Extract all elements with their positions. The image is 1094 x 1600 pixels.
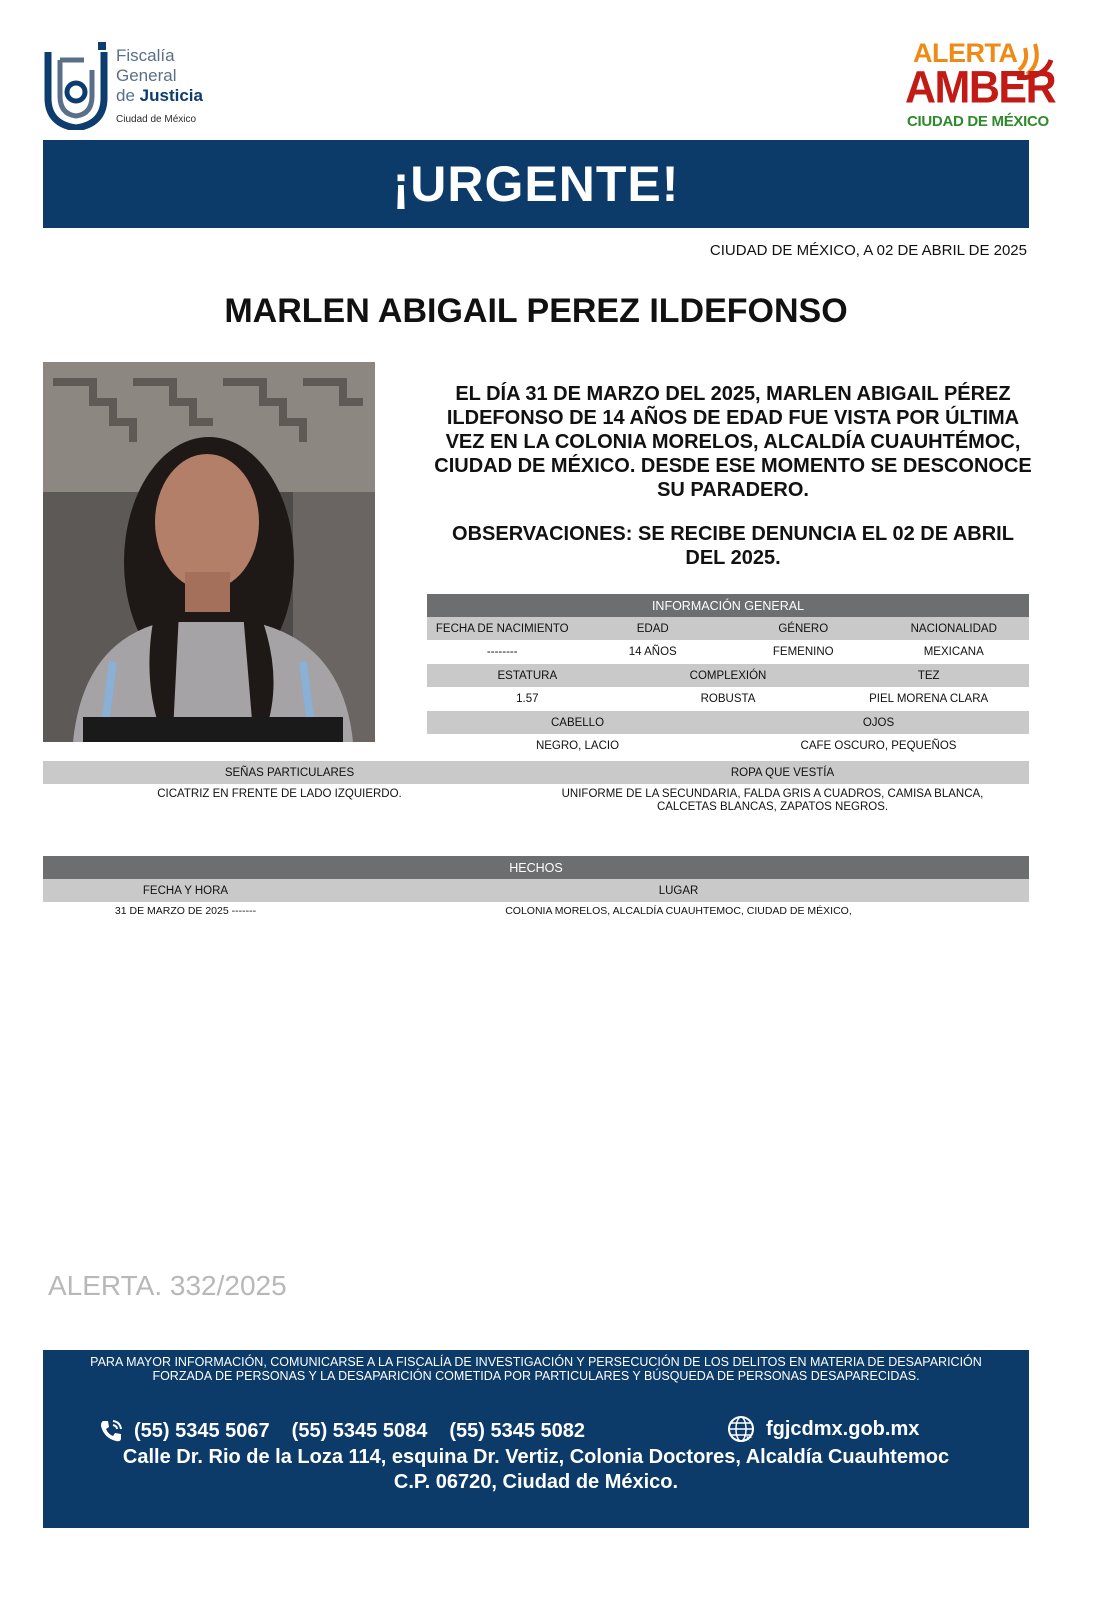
value-hair: NEGRO, LACIO <box>535 740 620 752</box>
person-name: MARLEN ABIGAIL PEREZ ILDEFONSO <box>224 292 848 330</box>
photo-illustration <box>43 362 375 742</box>
table-header-row <box>43 761 1029 784</box>
header-nationality: NACIONALIDAD <box>910 622 997 635</box>
phone-icon <box>98 1418 124 1444</box>
contact-footer <box>43 1350 1029 1528</box>
case-observations: OBSERVACIONES: SE RECIBE DENUNCIA EL 02 DE ABRIL DEL 2025. <box>452 523 1014 569</box>
table-header-row <box>427 617 1029 640</box>
header-complexion: TEZ <box>917 669 940 682</box>
amber-logo-amber: AMBER <box>905 62 1056 114</box>
value-clothing: UNIFORME DE LA SECUNDARIA, FALDA GRIS A CUADROS, CAMISA BLANCA, CALCETAS BLANCAS, ZAPATOS NEGROS. <box>561 788 984 813</box>
facts-title: HECHOS <box>509 860 563 875</box>
header-place: LUGAR <box>658 884 699 897</box>
fgj-subtitle: Ciudad de México <box>116 114 197 125</box>
value-eyes: CAFE OSCURO, PEQUEÑOS <box>800 740 957 752</box>
amber-logo-city: CIUDAD DE MÉXICO <box>907 113 1049 130</box>
value-distinguishing-marks: CICATRIZ EN FRENTE DE LADO IZQUIERDO. <box>157 788 402 800</box>
header-build: COMPLEXIÓN <box>689 669 767 682</box>
facts-title-row <box>43 856 1029 879</box>
case-description: EL DÍA 31 DE MARZO DEL 2025, MARLEN ABIGAIL PÉREZ ILDEFONSO DE 14 AÑOS DE EDAD FUE VISTA POR ÚLTIMA VEZ EN LA COLONIA MORELOS, ALCALDÍA CUAUHTÉMOC, CIUDAD DE MÉXICO. DESDE ESE MOMENTO SE DESCONOCE SU PARADERO. <box>434 383 1032 501</box>
header-hair: CABELLO <box>550 716 605 729</box>
missing-person-photo <box>43 362 375 742</box>
value-date-time: 31 DE MARZO DE 2025 ------- <box>114 905 257 917</box>
general-info-title: INFORMACIÓN GENERAL <box>651 598 805 613</box>
fgj-wordmark <box>116 46 203 125</box>
address-line-1: Calle Dr. Rio de la Loza 114, esquina Dr. Vertiz, Colonia Doctores, Alcaldía Cuauhtemoc <box>122 1446 950 1468</box>
table-row <box>427 734 1029 758</box>
fgj-emblem-icon <box>44 40 108 130</box>
urgent-title: ¡URGENTE! <box>392 156 680 212</box>
fgj-line-1: Fiscalía <box>116 46 175 65</box>
general-info-table <box>427 594 1029 758</box>
office-address <box>43 1445 1029 1495</box>
table-row <box>427 640 1029 664</box>
value-place: COLONIA MORELOS, ALCALDÍA CUAUHTEMOC, CIUDAD DE MÉXICO, <box>505 905 852 917</box>
header-date-time: FECHA Y HORA <box>142 884 229 897</box>
fgj-logo <box>44 40 244 132</box>
amber-logo-alerta: ALERTA <box>913 38 1018 68</box>
fgj-line-3-bold: Justicia <box>139 86 203 105</box>
table-row <box>43 784 1029 830</box>
footer-info-text: PARA MAYOR INFORMACIÓN, COMUNICARSE A LA FISCALÍA DE INVESTIGACIÓN Y PERSECUCIÓN DE LOS DELITOS EN MATERIA DE DESAPARICIÓN FORZADA DE PERSONAS Y LA DESAPARICIÓN COMETIDA POR PARTICULARES Y BÚSQUEDA DE PERSONAS DESAPARECIDAS. <box>90 1355 982 1383</box>
table-row <box>43 902 1029 920</box>
urgent-banner <box>43 140 1029 228</box>
header-age: EDAD <box>636 622 669 635</box>
table-row <box>427 687 1029 711</box>
phone-numbers <box>98 1418 607 1444</box>
features-clothing-table <box>43 761 1029 830</box>
general-info-title-row <box>427 594 1029 617</box>
alerta-amber-logo <box>905 36 1055 136</box>
value-birthdate: -------- <box>486 646 518 658</box>
phone-number[interactable]: (55) 5345 5084 <box>291 1419 428 1442</box>
phone-number[interactable]: (55) 5345 5082 <box>449 1419 586 1442</box>
table-header-row <box>427 664 1029 687</box>
website-link[interactable] <box>726 1414 919 1444</box>
header-gender: GÉNERO <box>778 622 829 635</box>
header-height: ESTATURA <box>497 669 558 682</box>
value-complexion: PIEL MORENA CLARA <box>869 693 989 705</box>
address-line-2: C.P. 06720, Ciudad de México. <box>393 1471 679 1493</box>
header-birthdate: FECHA DE NACIMIENTO <box>435 622 569 635</box>
alert-number: ALERTA. 332/2025 <box>48 1270 287 1301</box>
table-header-row <box>43 879 1029 902</box>
value-height: 1.57 <box>516 693 539 705</box>
header-distinguishing-marks: SEÑAS PARTICULARES <box>224 766 355 779</box>
header-eyes: OJOS <box>862 716 895 729</box>
value-age: 14 AÑOS <box>628 646 677 658</box>
value-gender: FEMENINO <box>772 646 834 658</box>
table-header-row <box>427 711 1029 734</box>
fgj-line-2: General <box>116 66 177 85</box>
phone-number[interactable]: (55) 5345 5067 <box>134 1419 270 1442</box>
fgj-line-3-prefix: de <box>116 86 135 105</box>
fgj-line-3 <box>116 86 203 106</box>
facts-table <box>43 856 1029 920</box>
value-nationality: MEXICANA <box>923 646 984 658</box>
header-clothing: ROPA QUE VESTÍA <box>730 766 835 779</box>
date-line: CIUDAD DE MÉXICO, A 02 DE ABRIL DE 2025 <box>709 242 1027 259</box>
website-url[interactable]: fgjcdmx.gob.mx <box>766 1417 920 1440</box>
globe-icon <box>726 1414 756 1444</box>
value-build: ROBUSTA <box>700 693 756 705</box>
